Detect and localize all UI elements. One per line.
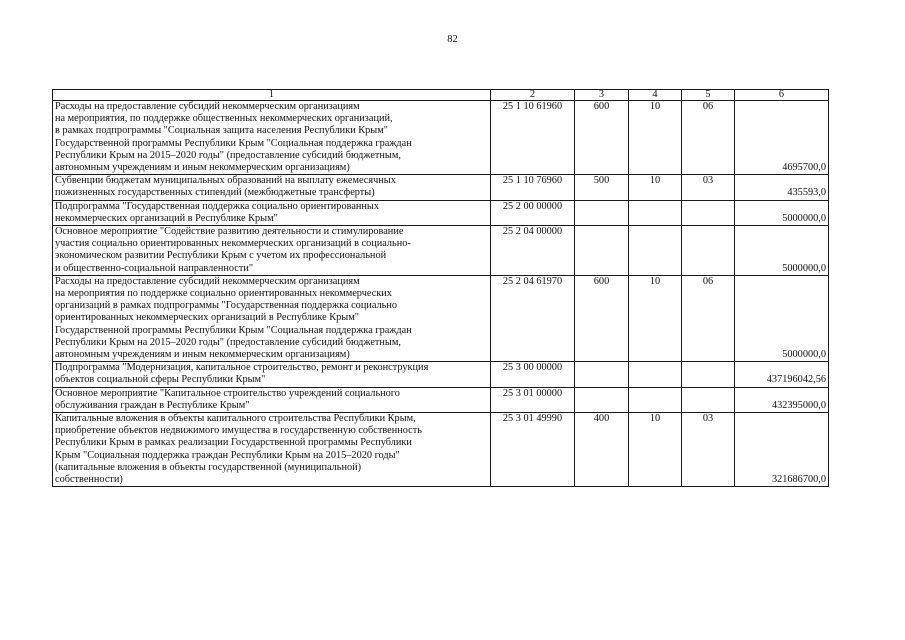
row-name-cell: Капитальные вложения в объекты капитального строительства Республики Крым, приобретение объектов недвижимого имущества в государственную собственность Республики Крым в рамках реализации Государственной программы Республики Крым "Социальная поддержка граждан Республики Крым на 2015–2020 годы" (капитальные вложения в объекты государственной (муниципальной) собственности) xyxy=(53,413,491,487)
table-row xyxy=(53,413,829,487)
header-cell: 4 xyxy=(629,90,682,101)
table-row xyxy=(53,175,829,200)
row-name-cell: Основное мероприятие "Капитальное строительство учреждений социального обслуживания граждан в Республике Крым" xyxy=(53,387,491,412)
row-pr-cell: 06 xyxy=(682,275,735,361)
row-pr-cell xyxy=(682,200,735,225)
row-pr-cell: 06 xyxy=(682,101,735,175)
row-pr-cell: 03 xyxy=(682,175,735,200)
row-csr-cell: 25 1 10 61960 xyxy=(491,101,575,175)
row-vr-cell: 500 xyxy=(575,175,629,200)
row-vr-cell xyxy=(575,387,629,412)
header-row xyxy=(53,90,829,101)
row-csr-cell: 25 2 04 61970 xyxy=(491,275,575,361)
row-vr-cell xyxy=(575,226,629,276)
header-cell: 2 xyxy=(491,90,575,101)
header-cell: 5 xyxy=(682,90,735,101)
page-number: 82 xyxy=(447,34,458,45)
row-sum-cell: 5000000,0 xyxy=(735,200,829,225)
header-cell: 3 xyxy=(575,90,629,101)
row-vr-cell: 400 xyxy=(575,413,629,487)
row-rz-cell: 10 xyxy=(629,175,682,200)
row-pr-cell xyxy=(682,387,735,412)
row-pr-cell xyxy=(682,226,735,276)
row-rz-cell xyxy=(629,200,682,225)
table-row xyxy=(53,275,829,361)
row-vr-cell: 600 xyxy=(575,101,629,175)
row-sum-cell: 435593,0 xyxy=(735,175,829,200)
row-sum-cell: 321686700,0 xyxy=(735,413,829,487)
row-name-cell: Подпрограмма "Государственная поддержка социально ориентированных некоммерческих организаций в Республике Крым" xyxy=(53,200,491,225)
row-name-cell: Основное мероприятие "Содействие развитию деятельности и стимулирование участия социально ориентированных некоммерческих организаций в социально- экономическом развитии Республики Крым с учетом их профессиональной и общественно-социальной направленности" xyxy=(53,226,491,276)
row-pr-cell xyxy=(682,362,735,387)
row-sum-cell: 5000000,0 xyxy=(735,275,829,361)
row-vr-cell xyxy=(575,362,629,387)
header-cell: 6 xyxy=(735,90,829,101)
row-csr-cell: 25 2 00 00000 xyxy=(491,200,575,225)
row-vr-cell xyxy=(575,200,629,225)
row-csr-cell: 25 3 00 00000 xyxy=(491,362,575,387)
table-row xyxy=(53,226,829,276)
row-csr-cell: 25 2 04 00000 xyxy=(491,226,575,276)
row-rz-cell xyxy=(629,362,682,387)
row-rz-cell: 10 xyxy=(629,413,682,487)
table-row xyxy=(53,101,829,175)
row-name-cell: Расходы на предоставление субсидий некоммерческим организациям на мероприятия, по поддержке общественных некоммерческих организаций, в рамках подпрограммы "Социальная защита населения Республики Крым" Государственной программы Республики Крым "Социальная поддержка граждан Республики Крым на 2015–2020 годы" (предоставление субсидий бюджетным, автономным учреждениям и иным некоммерческим организациям) xyxy=(53,101,491,175)
row-vr-cell: 600 xyxy=(575,275,629,361)
row-rz-cell: 10 xyxy=(629,275,682,361)
row-csr-cell: 25 1 10 76960 xyxy=(491,175,575,200)
row-sum-cell: 5000000,0 xyxy=(735,226,829,276)
row-sum-cell: 4695700,0 xyxy=(735,101,829,175)
table-row xyxy=(53,200,829,225)
table-row xyxy=(53,362,829,387)
row-name-cell: Расходы на предоставление субсидий некоммерческим организациям на мероприятия по поддержке социально ориентированных некоммерческих организаций в рамках подпрограммы "Государственная поддержка социально ориентированных некоммерческих организаций в Республике Крым" Государственной программы Республики Крым "Социальная поддержка граждан Республики Крым на 2015–2020 годы" (предоставление субсидий бюджетным, автономным учреждениям и иным некоммерческим организациям) xyxy=(53,275,491,361)
row-csr-cell: 25 3 01 49990 xyxy=(491,413,575,487)
row-sum-cell: 432395000,0 xyxy=(735,387,829,412)
row-rz-cell xyxy=(629,226,682,276)
row-name-cell: Субвенции бюджетам муниципальных образований на выплату ежемесячных пожизненных государственных стипендий (межбюджетные трансферты) xyxy=(53,175,491,200)
budget-table xyxy=(52,89,829,487)
row-pr-cell: 03 xyxy=(682,413,735,487)
row-rz-cell: 10 xyxy=(629,101,682,175)
row-rz-cell xyxy=(629,387,682,412)
header-cell: 1 xyxy=(53,90,491,101)
table-row xyxy=(53,387,829,412)
row-name-cell: Подпрограмма "Модернизация, капитальное строительство, ремонт и реконструкция объектов социальной сферы Республики Крым" xyxy=(53,362,491,387)
row-csr-cell: 25 3 01 00000 xyxy=(491,387,575,412)
row-sum-cell: 437196042,56 xyxy=(735,362,829,387)
